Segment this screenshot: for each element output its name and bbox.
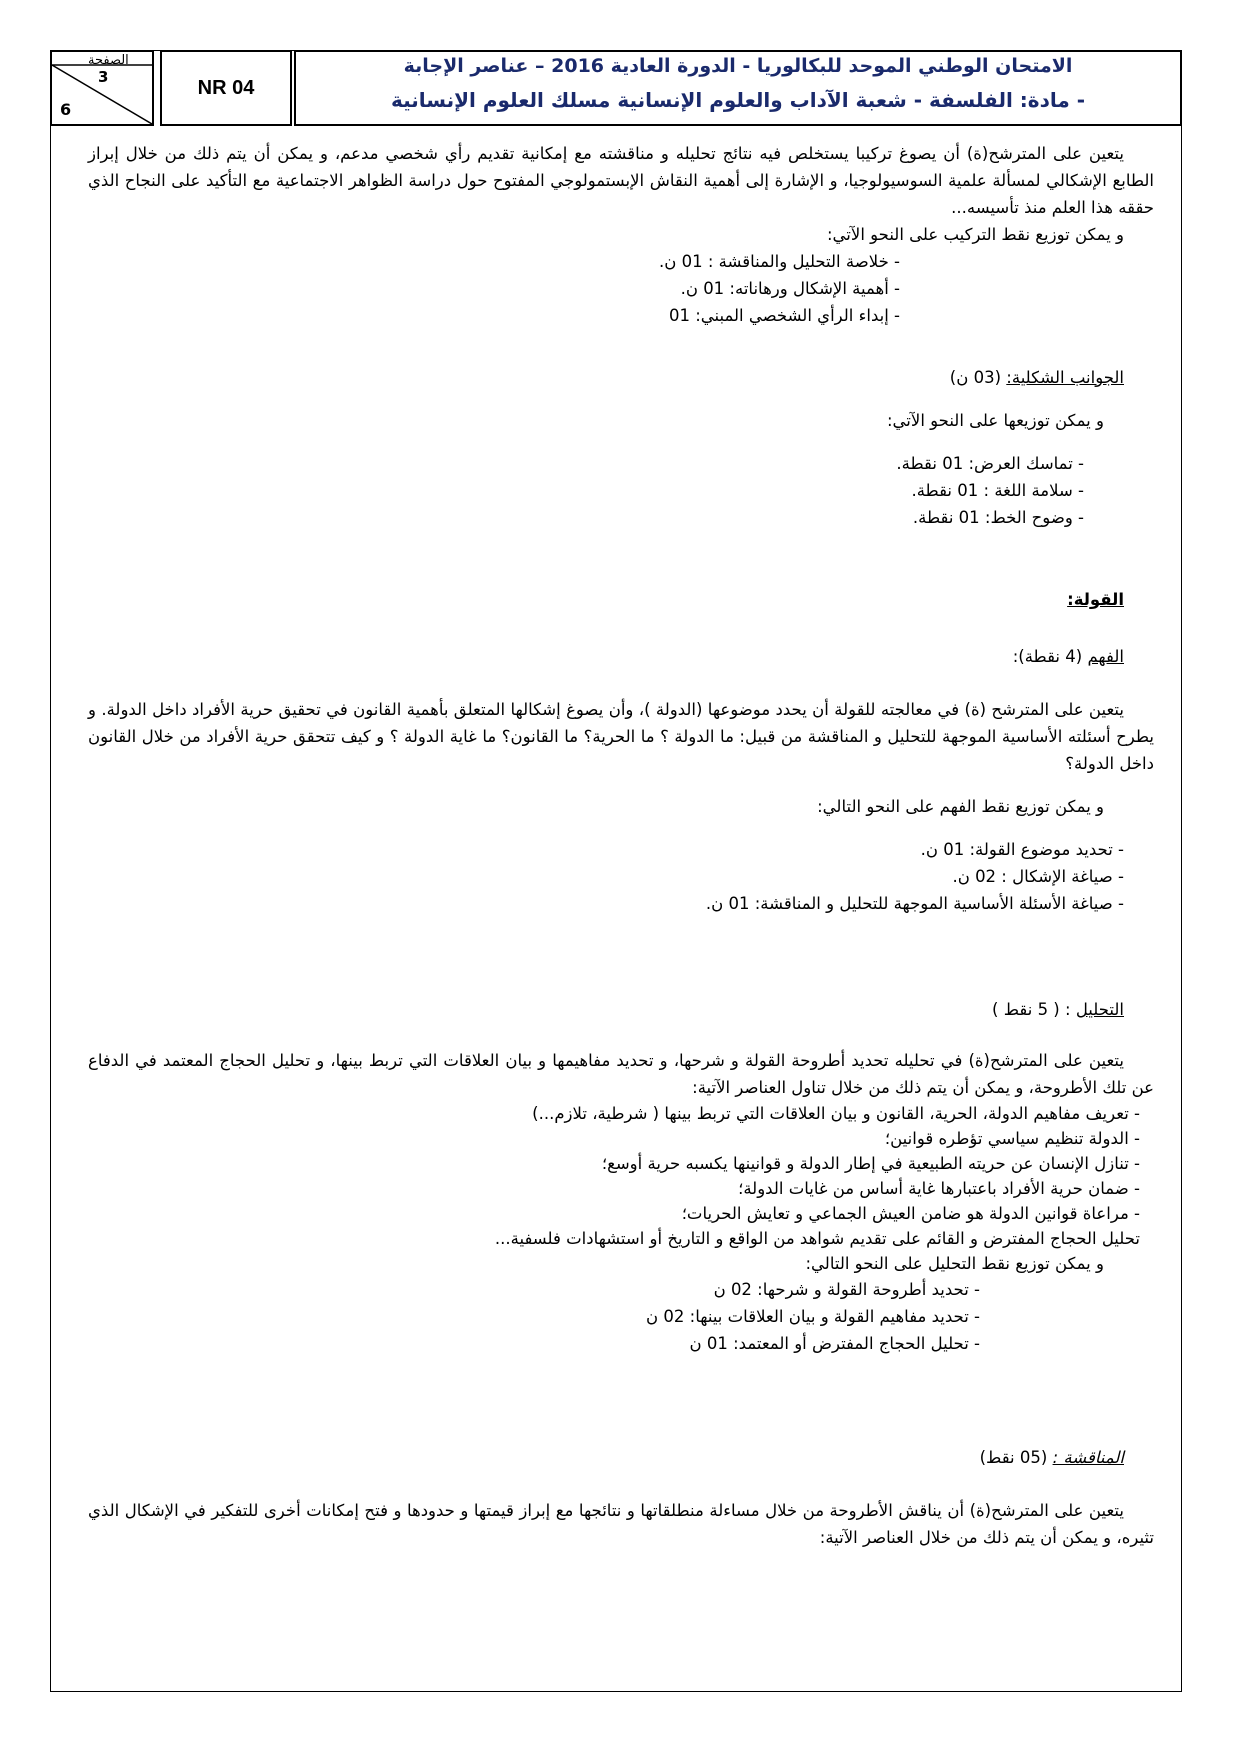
analysis-element: - مراعاة قوانين الدولة هو ضامن العيش الجماعي و تعايش الحريات؛ [681,1204,1140,1223]
discussion-paragraph: يتعين على المترشح(ة) أن يناقش الأطروحة من خلال مساءلة منطلقاتها و نتائجها مع إبراز قيمتها و حدودها و فتح إمكانات أخرى للتفكير في الإشكال الذي تثيره، و يمكن أن يتم ذلك من خلال العناصر الآتية: [88,1501,1154,1547]
quote-heading: القولة: [1067,590,1124,609]
discussion-section [88,1444,1154,1551]
analysis-item: - تحديد مفاهيم القولة و بيان العلاقات بينها: 02 ن [646,1307,980,1326]
analysis-element: - تنازل الإنسان عن حريته الطبيعية في إطار الدولة و قوانينها يكسبه حرية أوسع؛ [601,1154,1140,1173]
page-number: 3 [98,68,109,86]
analysis-item: - تحليل الحجاج المفترض أو المعتمد: 01 ن [689,1334,980,1353]
understanding-item: - تحديد موضوع القولة: 01 ن. [920,840,1124,859]
formal-item: - تماسك العرض: 01 نقطة. [896,454,1084,473]
synthesis-item: - خلاصة التحليل والمناقشة : 01 ن. [658,252,900,271]
analysis-points: : ( 5 نقط ) [992,1000,1071,1019]
understanding-paragraph: يتعين على المترشح (ة) في معالجته للقولة أن يحدد موضوعها (الدولة )، وأن يصوغ إشكالها المتعلق بأهمية القانون في تحقيق حرية الأفراد داخل الدولة. و يطرح أسئلته الأساسية الموجهة للتحليل و المناقشة من قبيل: ما الدولة ؟ ما الحرية؟ ما القانون؟ ما غاية الدولة ؟ و كيف تتحقق حرية الأفراد من خلال القانون داخل الدولة؟ [88,700,1154,773]
analysis-heading [88,996,1124,1023]
exam-title-line2: - مادة: الفلسفة - شعبة الآداب والعلوم الإنسانية مسلك العلوم الإنسانية [390,88,1086,112]
formal-heading [88,364,1124,391]
synthesis-item: - إبداء الرأي الشخصي المبني: 01 [668,306,900,325]
discussion-points: (05 نقط) [979,1448,1048,1467]
page-number-box [50,50,154,126]
page-label: الصفحة [88,53,129,68]
quote-section [88,586,1154,613]
discussion-heading [88,1444,1124,1471]
analysis-item: - تحديد أطروحة القولة و شرحها: 02 ن [713,1280,980,1299]
understanding-item: - صياغة الإشكال : 02 ن. [952,867,1124,886]
understanding-points: (4 نقطة): [1012,647,1083,666]
analysis-element: - تعريف مفاهيم الدولة، الحرية، القانون و بيان العلاقات التي تربط بينها ( شرطية، تلازم...) [532,1104,1140,1123]
formal-item: - سلامة اللغة : 01 نقطة. [911,481,1084,500]
analysis-element: - ضمان حرية الأفراد باعتبارها غاية أساس من غايات الدولة؛ [738,1179,1140,1198]
understanding-item: - صياغة الأسئلة الأساسية الموجهة للتحليل و المناقشة: 01 ن. [705,894,1124,913]
synthesis-item: - أهمية الإشكال ورهاناته: 01 ن. [680,279,900,298]
discussion-heading-text: المناقشة : [1052,1448,1124,1467]
page-header [50,50,1182,128]
exam-code: NR 04 [160,50,292,126]
formal-item: - وضوح الخط: 01 نقطة. [912,508,1084,527]
understanding-heading-text: الفهم [1087,647,1124,666]
synthesis-paragraph: يتعين على المترشح(ة) أن يصوغ تركيبا يستخلص فيه نتائج تحليله و مناقشته مع إمكانية تقديم رأي شخصي مدعم، و يمكن أن يتم ذلك من خلال إبراز الطابع الإشكالي لمسألة علمية السوسيولوجيا، و الإشارة إلى أهمية النقاش الإبستمولوجي المفتوح حول دراسة الظواهر الاجتماعية مع التأكيد على النجاح الذي حققه هذا العلم منذ تأسيسه... [88,144,1154,217]
analysis-paragraph: يتعين على المترشح(ة) في تحليله تحديد أطروحة القولة و شرحها، و تحديد مفاهيمها و بيان العلاقات التي تربط بينها، و تحليل الحجاج المعتمد في الدفاع عن تلك الأطروحة، و يمكن أن يتم ذلك من خلال تناول العناصر الآتية: [88,1051,1154,1097]
formal-intro: و يمكن توزيعها على النحو الآتي: [887,411,1104,430]
formal-points: (03 ن) [949,368,1002,387]
formal-heading-text: الجوانب الشكلية: [1006,368,1124,387]
analysis-element: - الدولة تنظيم سياسي تؤطره قوانين؛ [884,1129,1140,1148]
analysis-intro: و يمكن توزيع نقط التحليل على النحو التالي: [805,1254,1104,1273]
understanding-intro: و يمكن توزيع نقط الفهم على النحو التالي: [817,797,1104,816]
synthesis-section [88,140,1154,329]
analysis-heading-text: التحليل [1075,1000,1124,1019]
exam-title [294,50,1182,126]
synthesis-intro: و يمكن توزيع نقط التركيب على النحو الآتي: [827,225,1124,244]
understanding-heading [88,643,1124,670]
understanding-section [88,643,1154,917]
exam-title-line1: الامتحان الوطني الموحد للبكالوريا - الدورة العادية 2016 – عناصر الإجابة [403,55,1073,77]
analysis-section [88,996,1154,1357]
formal-section [88,364,1154,531]
page-total: 6 [60,100,72,119]
analysis-argument: تحليل الحجاج المفترض و القائم على تقديم شواهد من الواقع و التاريخ أو استشهادات فلسفية... [494,1229,1140,1248]
